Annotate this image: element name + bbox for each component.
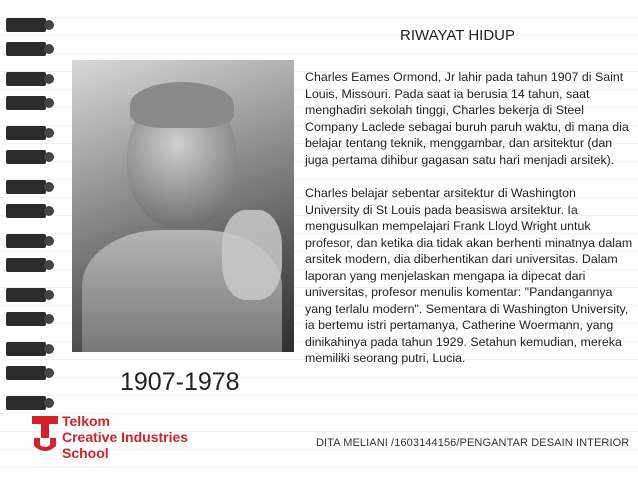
biography-paragraph: Charles belajar sebentar arsitektur di Washington University di St Louis pada beasiswa arsitektur. Ia mengusulkan mempelajari Frank Lloyd Wright untuk profesor, dan ketika dia tidak akan berhenti minatnya dalam arsitek modern, dia diberhentikan dari universitas. Dalam laporan yang menjelaskan mengapa ia dipecat dari universitas, profesor menulis komentar: "Pandangannya yang terlalu modern". Sementara di Washington University, ia bertemu istri pertamanya, Catherine Woermann, yang dinikahinya pada tahun 1929. Setahun kemudian, mereka memiliki seorang putri, Lucia. [305,186,633,365]
portrait-photo [72,60,294,352]
logo-line-creative-industries: Creative Industries [62,429,189,445]
biography-text [305,69,633,384]
binder-ring-icon [6,342,54,356]
binder-ring-icon [6,96,54,110]
slide-title: RIWAYAT HIDUP [400,27,516,44]
slide-footer: DITA MELIANI /1603144156/PENGANTAR DESAIN INTERIOR [316,437,630,449]
binder-ring-icon [6,312,54,326]
binder-ring-icon [6,150,54,164]
binder-ring-icon [6,180,54,194]
binder-ring-icon [6,72,54,86]
binder-ring-icon [6,18,54,32]
biography-paragraph: Charles Eames Ormond, Jr lahir pada tahun 1907 di Saint Louis, Missouri. Pada saat ia berusia 14 tahun, saat menghadiri sekolah tinggi, Charles bekerja di Steel Company Laclede sebagai buruh paruh waktu, di mana dia belajar tentang teknik, menggambar, dan arsitektur (dan juga pertama dihibur gagasan satu hari menjadi arsitek). [305,70,629,167]
binder-ring-icon [6,204,54,218]
binder-ring-icon [6,234,54,248]
binder-ring-icon [6,126,54,140]
binder-ring-icon [6,396,54,410]
binder-ring-icon [6,42,54,56]
binder-ring-icon [6,258,54,272]
telkom-logo-icon [32,416,58,454]
life-years: 1907-1978 [120,368,240,396]
binder-rings [0,0,60,478]
telkom-logo [32,412,202,462]
binder-ring-icon [6,366,54,380]
logo-line-telkom: Telkom [62,413,110,429]
binder-ring-icon [6,288,54,302]
logo-line-school: School [62,445,109,461]
